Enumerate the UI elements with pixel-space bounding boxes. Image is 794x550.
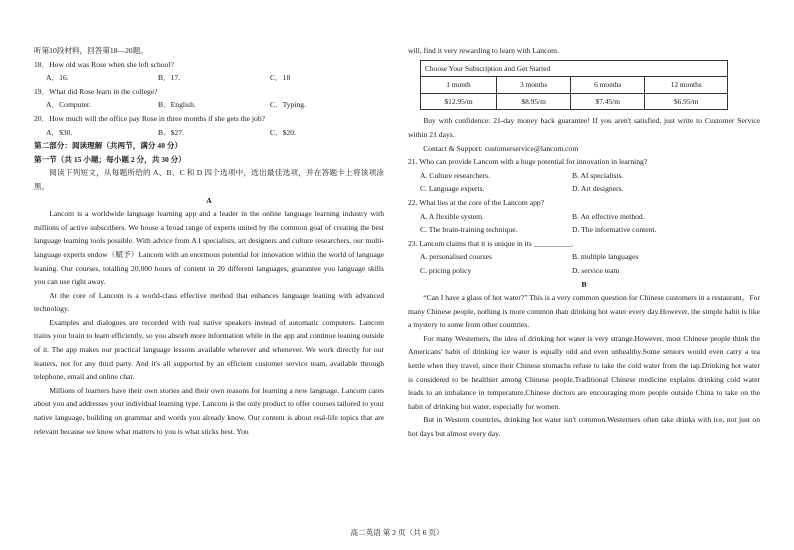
option-a[interactable]: A. personalised courses: [420, 252, 492, 262]
passage-b-paragraph: For many Westerners, the idea of drinking hot water is very strange.However, most Chinese people think the Americans' habit of drinking ice water is equally odd and even unhealthy.Some seniors would even carry a tea kettle when they travel, since their Chinese stomachs refuse to take the cold water from the tap.Drinking hot water is considered to be healthier among Chinese people.Traditional Chinese medicine explains drinking cold water leads to an imbalance in temperature.Chinese doctors are encouraging more people outside China to take on the habit of drinking hot water, especially for women.: [408, 333, 760, 411]
option-b[interactable]: B. AI specialists.: [572, 170, 624, 180]
option-b[interactable]: B．17.: [158, 73, 181, 83]
contact-text: Contact & Support: customerservice@lancom.com: [423, 143, 579, 153]
price-cell: $8.95/m: [497, 93, 571, 110]
guarantee-text: Buy with confidence: 21-day money back guarantee! If you aren't satisfied, just write to Customer Service within 21 days.: [408, 116, 760, 139]
question-text: 21. Who can provide Lancom with a huge potential for innovation in learning?: [408, 157, 648, 167]
option-d[interactable]: D. Art designers.: [572, 184, 624, 194]
options: [34, 71, 384, 85]
option-a[interactable]: A．16.: [46, 73, 69, 83]
passage-b-paragraph: “Can I have a glass of hot water?” This is a very common question for Chinese customers in a restaurant。For many Chinese people, nothing is more common than drinking hot water every day.However, the simple habit is like a mystery to some from other countries.: [408, 293, 760, 330]
price-cell: $12.95/m: [421, 93, 497, 110]
options: [408, 264, 760, 278]
options: [408, 169, 760, 183]
option-b[interactable]: B. multiple languages: [572, 252, 639, 262]
question-18: [34, 58, 384, 85]
options: [34, 126, 384, 140]
left-column: [34, 44, 384, 438]
period-cell: 12 months: [645, 77, 728, 94]
question-text: 18．How old was Rose when she left school?: [34, 59, 174, 69]
price-cell: $7.45/m: [571, 93, 645, 110]
option-b[interactable]: B. An effective method.: [572, 211, 645, 221]
passage-label-b: B: [581, 279, 587, 289]
part-two-heading: 第二部分：阅读理解（共两节，满分 40 分）: [34, 141, 183, 151]
subscription-table: [420, 60, 728, 111]
question-21: [408, 155, 760, 196]
option-d[interactable]: D. service team: [572, 265, 620, 275]
question-20: [34, 112, 384, 139]
period-cell: 3 months: [497, 77, 571, 94]
table-row: [421, 93, 728, 110]
question-text: 23. Lancom claims that it is unique in its __________.: [408, 238, 574, 248]
passage-a-paragraph: Millions of learners have their own stories and their own reasons for learning a new language. Lancom cares about you and addresses your individual learning type. Lancom is the only product to offer courses tailored to your native language, building on grammar and words you already know. Our content is about real-life topics that are relevant because we know what matters to you is what sticks best. You: [34, 385, 384, 436]
question-23: [408, 237, 760, 278]
option-a[interactable]: A. A flexible system.: [420, 211, 484, 221]
option-a[interactable]: A．$30.: [46, 127, 73, 137]
option-a[interactable]: A. Culture researchers.: [420, 170, 491, 180]
page-footer: 高二英语 第 2 页（共 6 页）: [350, 528, 444, 537]
option-c[interactable]: C. pricing policy: [420, 265, 472, 275]
option-b[interactable]: B．$27.: [158, 127, 184, 137]
passage-continuation: will, find it very rewarding to learn with Lancom.: [408, 46, 559, 55]
question-text: 19．What did Rose learn in the college?: [34, 86, 158, 96]
option-b[interactable]: B．English.: [158, 100, 196, 110]
price-cell: $6.95/m: [645, 93, 728, 110]
options: [34, 98, 384, 112]
passage-label-a: A: [206, 195, 212, 205]
section-one-heading: 第一节（共 15 小题；每小题 2 分，共 30 分）: [34, 154, 186, 164]
options: [408, 223, 760, 237]
passage-a-paragraph: At the core of Lancom is a world-class effective method that enhances language leaning with advanced technology.: [34, 290, 384, 314]
question-22: [408, 196, 760, 237]
option-c[interactable]: C．18: [270, 73, 291, 83]
option-c[interactable]: C. The brain-training technique.: [420, 225, 518, 235]
question-19: [34, 85, 384, 112]
option-d[interactable]: D. The informative content.: [572, 225, 657, 235]
period-cell: 1 month: [421, 77, 497, 94]
passage-a-paragraph: Examples and dialogues are recorded with real native speakers instead of automatic computers. Lancom trains your brain to learn efficiently, so you absorb more information while in the app and continue leaning outside of it. The app makes our practical language lessons available wherever and whenever. We work directly for our leaners, not for any third party. And it's all supported by an efficient customer service team, available through telephone, email and online chat.: [34, 317, 384, 382]
question-text: 20．How much will the office pay Rose in three months if she gets the job?: [34, 113, 266, 123]
option-c[interactable]: C．$20.: [270, 127, 296, 137]
options: [408, 250, 760, 264]
table-title: Choose Your Subscription and Get Started: [421, 60, 728, 77]
table-row: [421, 77, 728, 94]
column-divider: [398, 40, 399, 520]
option-c[interactable]: C．Typing.: [270, 100, 306, 110]
reading-instruction: 阅读下列短文，从每题所给的 A、B、C 和 D 四个选项中，选出最佳选项，并在答题卡上将该项涂黑。: [34, 168, 384, 191]
option-a[interactable]: A．Computer.: [46, 100, 91, 110]
passage-b-paragraph: But in Western countries, drinking hot water isn't common.Westerners often take drinks with ice, not just on hot days but almost every day.: [408, 415, 760, 439]
listening-intro: 听第10段材料，回答第18—20题。: [34, 46, 148, 55]
passage-a-paragraph: Lancom is a worldwide language learning app and a leader in the online language learning industry with millions of active subscribers. We house a broad range of experts united by the common goal of creating the best language learning tools possible. With advice from A I specialists, art designers and culture researchers, our multi-language experts endow（赋予）Lancom with an enormous potential for innovation within the world of language leaning. Our courses, totalling 20,000 hours of content in 20 different languages, guarantee you language skills you can use right away.: [34, 209, 384, 287]
question-text: 22. What lies at the core of the Lancom app?: [408, 197, 545, 207]
options: [408, 182, 760, 196]
right-column: [408, 44, 760, 441]
option-c[interactable]: C. Language experts.: [420, 184, 485, 194]
period-cell: 6 months: [571, 77, 645, 94]
options: [408, 210, 760, 224]
